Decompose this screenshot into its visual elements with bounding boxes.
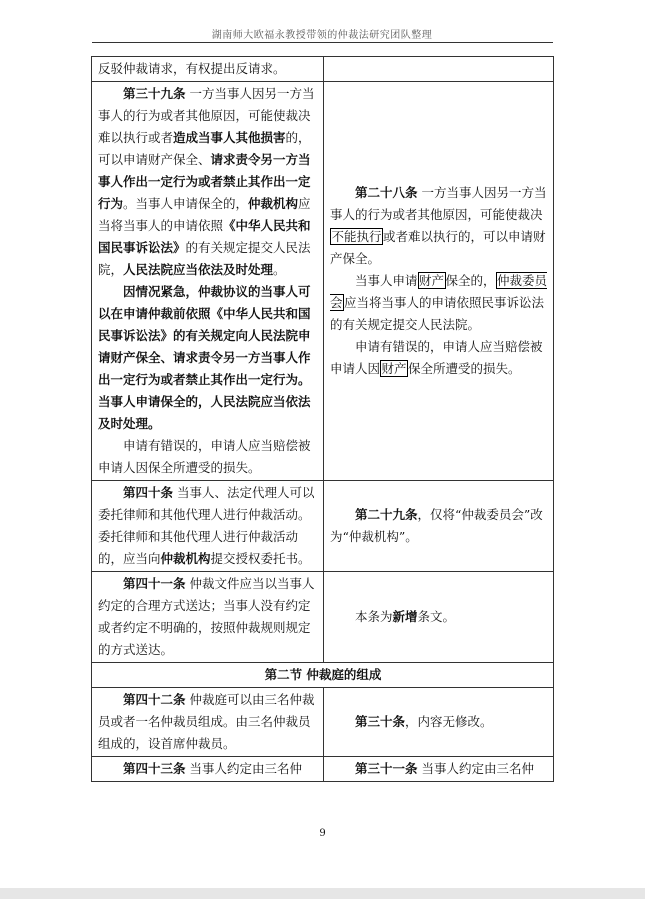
running-header: 湖南师大欧福永教授带领的仲裁法研究团队整理	[211, 30, 433, 41]
article-43	[98, 758, 318, 780]
text-run: 或者难以执行的，可以申请财产保全。	[330, 229, 546, 266]
article-42	[98, 689, 318, 755]
comparison-table	[91, 56, 554, 782]
text-run: 条文。	[417, 609, 456, 624]
text-run: 仲裁文件应当以当事人约定的合理方式送达；当事人没有约定或者约定不明确的，按照仲裁规则规定的方式送达。	[98, 576, 315, 657]
text-run-bold: 人民法院应当依法及时处理	[123, 262, 274, 277]
table-row	[92, 688, 554, 757]
article-28-para-1	[330, 182, 548, 270]
text-run: 当事人申请	[355, 273, 418, 288]
article-39-para-1	[98, 83, 318, 281]
text-run-bold: 新增	[392, 609, 418, 624]
boxed-text: 财产	[419, 273, 445, 288]
text-run: 保全的，	[445, 273, 496, 288]
article-number: 第四十二条	[123, 692, 186, 707]
text-run-bold: 《中华人民共和国民事诉讼法》	[98, 218, 311, 255]
table-row	[92, 57, 554, 82]
text-run: 一方当事人因另一方当事人的行为或者其他原因，可能使裁决	[330, 185, 547, 222]
text-run-bold: 仲裁机构	[248, 196, 299, 211]
right-cell	[324, 688, 554, 757]
right-cell	[324, 572, 554, 663]
text-run: 提交授权委托书。	[210, 551, 311, 566]
article-number: 第二十九条	[355, 507, 418, 522]
text-run: 一方当事人因另一方当事人的行为或者其他原因，可能使裁决难以执行或者	[98, 86, 315, 145]
new-article-note	[330, 606, 548, 628]
left-cell	[92, 757, 324, 782]
text-run: ，仅将“仲裁委员会”改为“仲裁机构”。	[330, 507, 543, 544]
text-run: ，内容无修改。	[405, 714, 493, 729]
article-number: 第三十一条	[355, 761, 418, 776]
left-cell	[92, 57, 324, 82]
article-number: 第四十条	[123, 485, 174, 500]
text-run-bold: 造成当事人其他损害	[173, 130, 286, 145]
article-30	[330, 711, 548, 733]
boxed-text: 财产	[381, 361, 407, 376]
article-31	[330, 758, 548, 780]
article-40	[98, 482, 318, 570]
article-29	[330, 504, 548, 548]
left-cell	[92, 572, 324, 663]
right-cell	[324, 82, 554, 481]
text-run: 保全所遭受的损失。	[408, 361, 521, 376]
boxed-text: 仲裁委员会	[330, 273, 548, 310]
article-number: 第四十三条	[123, 761, 186, 776]
right-cell	[324, 481, 554, 572]
article-28-para-2	[330, 270, 548, 336]
text-run-bold: 请求责令另一方当事人作出一定行为或者禁止其作出一定行为	[98, 152, 311, 211]
right-cell	[324, 757, 554, 782]
text-run: 的有关规定提交人民法院，	[98, 240, 311, 277]
viewer-bottom-strip	[0, 888, 645, 899]
page-number: 9	[319, 828, 326, 839]
left-cell	[92, 688, 324, 757]
text-run: 当事人约定由三名仲	[421, 761, 535, 776]
article-number: 第四十一条	[123, 576, 186, 591]
text-run: 。当事人申请保全的，	[123, 196, 249, 211]
table-row	[92, 572, 554, 663]
article-text: 反驳仲裁请求，有权提出反请求。	[98, 61, 286, 76]
article-number: 第三十九条	[123, 86, 186, 101]
left-cell	[92, 82, 324, 481]
text-run: 应当将当事人的申请依照	[98, 196, 311, 233]
article-39-para-3: 申请有错误的，申请人应当赔偿被申请人因保全所遭受的损失。	[98, 438, 311, 475]
article-41	[98, 573, 318, 661]
article-number: 第二十八条	[355, 185, 418, 200]
section-heading-row	[92, 663, 554, 688]
text-run-bold: 仲裁机构	[160, 551, 211, 566]
text-run: 的，可以申请财产保全、	[98, 130, 311, 167]
text-run: 本条为	[355, 609, 393, 624]
header-rule	[92, 42, 553, 43]
text-run: 当事人、法定代理人可以委托律师和其他代理人进行仲裁活动。委托律师和其他代理人进行仲裁活动的，应当向	[98, 485, 315, 566]
text-run: 仲裁庭可以由三名仲裁员或者一名仲裁员组成。由三名仲裁员组成的，设首席仲裁员。	[98, 692, 315, 751]
article-28-para-3	[330, 336, 548, 380]
article-number: 第三十条	[355, 714, 406, 729]
table-row	[92, 82, 554, 481]
table-row	[92, 481, 554, 572]
text-run: 当事人约定由三名仲	[189, 761, 303, 776]
section-heading: 第二节 仲裁庭的组成	[92, 663, 554, 688]
right-cell	[324, 57, 554, 82]
text-run: 申请有错误的，申请人应当赔偿被申请人因	[330, 339, 543, 376]
text-run: 应当将当事人的申请依照民事诉讼法的有关规定提交人民法院。	[330, 295, 545, 332]
article-39-para-2: 因情况紧急，仲裁协议的当事人可以在申请仲裁前依照《中华人民共和国民事诉讼法》的有关规定向人民法院申请财产保全、请求责令另一方当事人作出一定行为或者禁止其作出一定行为。当事人申请保全的，人民法院应当依法及时处理。	[98, 284, 311, 431]
text-run: 。	[273, 262, 286, 277]
left-cell	[92, 481, 324, 572]
table-row	[92, 757, 554, 782]
boxed-text: 不能执行	[331, 229, 382, 244]
